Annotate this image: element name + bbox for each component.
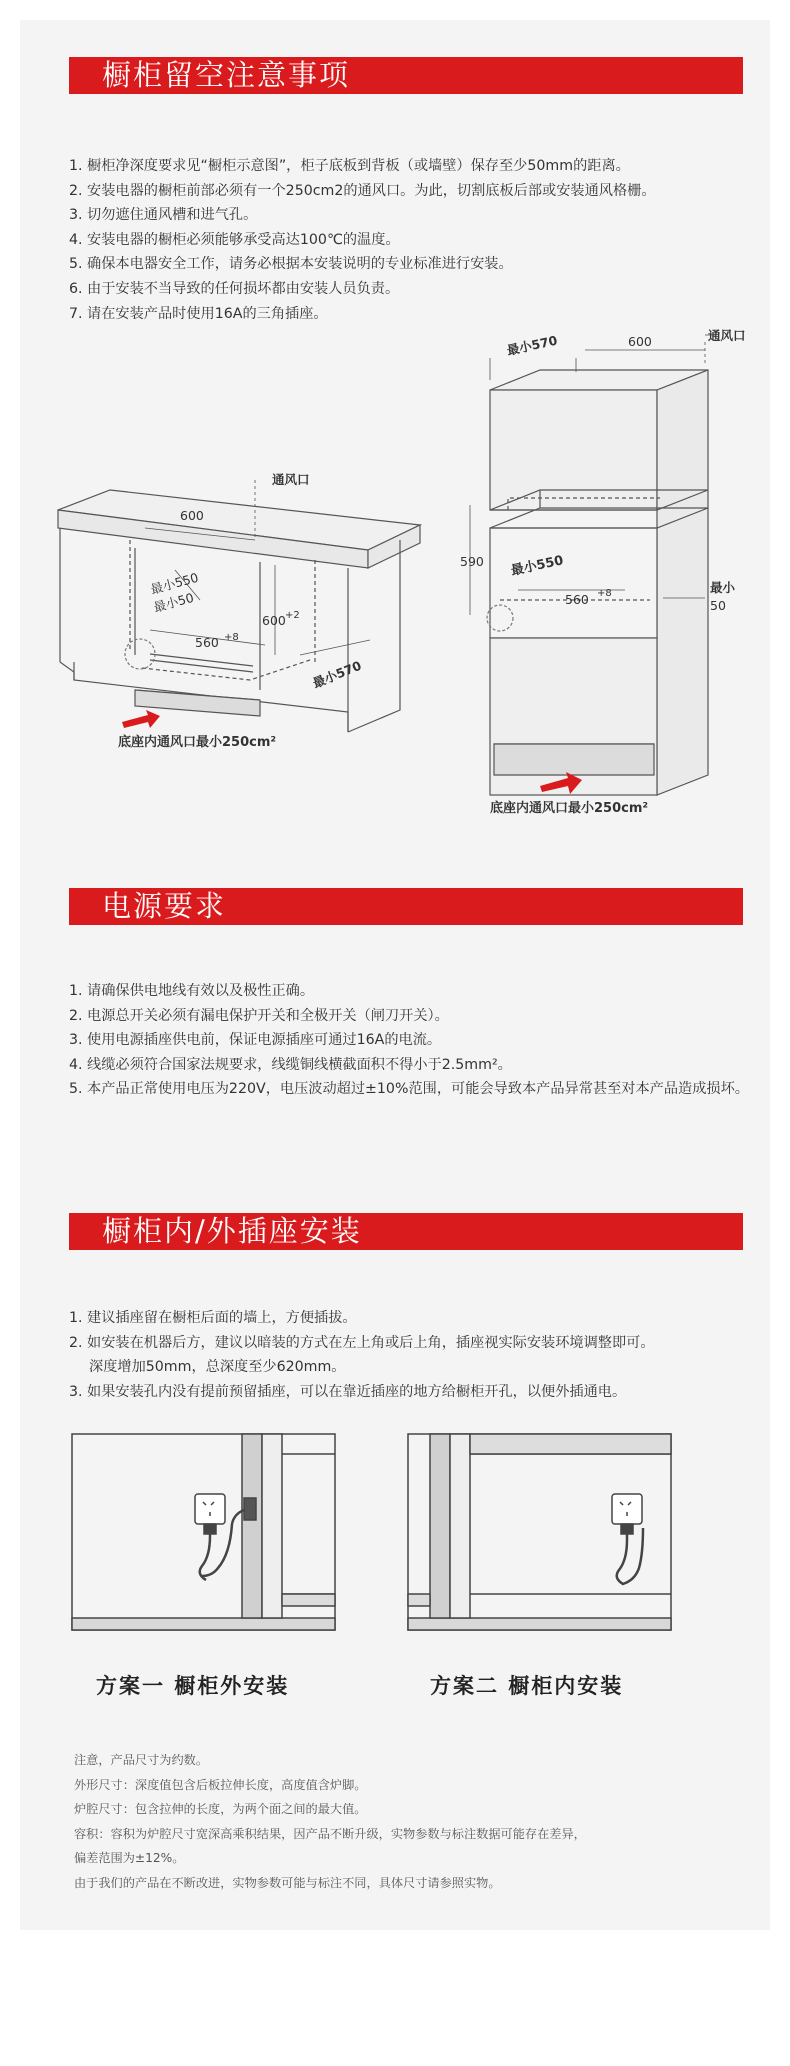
list-item: 5. 确保本电器安全工作，请务必根据本安装说明的专业标准进行安装。 xyxy=(69,256,513,273)
note-line: 由于我们的产品在不断改进，实物参数可能与标注不同，具体尺寸请参照实物。 xyxy=(74,1875,501,1890)
note-line: 容积：容积为炉腔尺寸宽深高乘积结果，因产品不断升级，实物参数与标注数据可能存在差异， xyxy=(74,1826,586,1841)
note-line: 外形尺寸：深度值包含后板拉伸长度，高度值含炉脚。 xyxy=(74,1777,367,1792)
dim-plus8-right: +8 xyxy=(597,588,612,599)
plan1-caption: 方案一 橱柜外安装 xyxy=(96,1674,290,1698)
dim-590-right: 590 xyxy=(460,554,484,569)
dim-600-top-left: 600 xyxy=(180,508,204,523)
list-item: 2. 电源总开关必须有漏电保护开关和全极开关（闸刀开关）。 xyxy=(69,1007,449,1024)
section-banner-power xyxy=(69,888,743,925)
socket-installation-list xyxy=(69,1306,655,1404)
dim-min550-right: 最小550 xyxy=(509,553,565,579)
dim-plus8-left: +8 xyxy=(224,632,239,643)
power-requirements-list xyxy=(69,979,759,1102)
section-banner-socket xyxy=(69,1213,743,1250)
dim-min-value-right: 50 xyxy=(710,598,726,613)
dim-min570-left: 最小570 xyxy=(310,657,364,691)
cabinet-diagrams xyxy=(0,0,790,830)
list-item: 6. 由于安装不当导致的任何损坏都由安装人员负责。 xyxy=(69,280,400,297)
note-line: 炉腔尺寸：包含拉伸的长度，为两个面之间的最大值。 xyxy=(74,1802,367,1816)
list-item: 3. 使用电源插座供电前，保证电源插座可通过16A的电流。 xyxy=(69,1032,442,1049)
plan2-drawing xyxy=(408,1434,671,1630)
section-title-power: 电源要求 xyxy=(102,889,227,923)
dim-min50-left: 最小50 xyxy=(151,589,196,615)
base-vent-right: 底座内通风口最小250cm² xyxy=(490,801,649,816)
dim-min570-right: 最小570 xyxy=(505,332,559,358)
vent-label-right: 通风口 xyxy=(708,328,746,343)
note-line: 偏差范围为±12%。 xyxy=(74,1851,185,1865)
plan2-caption: 方案二 橱柜内安装 xyxy=(430,1674,624,1698)
list-item: 1. 请确保供电地线有效以及极性正确。 xyxy=(69,983,315,999)
list-item: 4. 安装电器的橱柜必须能够承受高达100℃的温度。 xyxy=(69,231,400,248)
list-item: 3. 切勿遮住通风槽和进气孔。 xyxy=(69,207,258,224)
dim-plus2-left: +2 xyxy=(285,610,300,621)
list-item: 5. 本产品正常使用电压为220V，电压波动超过±10%范围，可能会导致本产品异常甚至对本产品造成损坏。 xyxy=(69,1081,749,1098)
dim-600-right: 600 xyxy=(628,334,652,349)
list-item: 2. 如安装在机器后方，建议以暗装的方式在左上角或后上角，插座视实际安装环境调整即可。 xyxy=(69,1334,655,1351)
plan1-drawing xyxy=(72,1434,335,1630)
dim-min550-left: 最小550 xyxy=(148,569,200,597)
vent-arrow-left xyxy=(122,710,160,728)
dim-560-left: 560 xyxy=(195,635,219,650)
dim-600-height-left: 600 xyxy=(262,613,286,628)
notes-block xyxy=(74,1748,586,1895)
list-item: 3. 如果安装孔内没有提前预留插座，可以在靠近插座的地方给橱柜开孔，以便外插通电。 xyxy=(69,1383,627,1400)
section-title-socket: 橱柜内/外插座安装 xyxy=(102,1214,362,1248)
list-item: 4. 线缆必须符合国家法规要求，线缆铜线横截面积不得小于2.5mm²。 xyxy=(69,1056,512,1073)
list-item: 1. 建议插座留在橱柜后面的墙上，方便插拔。 xyxy=(69,1310,357,1326)
tall-cabinet-diagram xyxy=(470,332,715,795)
built-under-diagram xyxy=(58,480,420,732)
section-title-cabinet: 橱柜留空注意事项 xyxy=(102,58,351,92)
vent-label-left: 通风口 xyxy=(272,472,310,487)
list-item: 1. 橱柜净深度要求见“橱柜示意图”，柜子底板到背板（或墙壁）保存至少50mm的距离。 xyxy=(69,158,630,174)
list-item: 7. 请在安装产品时使用16A的三角插座。 xyxy=(69,305,328,322)
list-item: 2. 安装电器的橱柜前部必须有一个250cm2的通风口。为此，切割底板后部或安装通风格栅。 xyxy=(69,182,656,199)
dim-560-right: 560 xyxy=(565,592,589,607)
note-line: 注意，产品尺寸为约数。 xyxy=(74,1753,209,1767)
list-item: 深度增加50mm，总深度至少620mm。 xyxy=(89,1359,346,1376)
plan-drawings xyxy=(0,1420,790,1660)
dim-min-label-right: 最小 xyxy=(710,580,736,595)
base-vent-left: 底座内通风口最小250cm² xyxy=(118,735,277,750)
